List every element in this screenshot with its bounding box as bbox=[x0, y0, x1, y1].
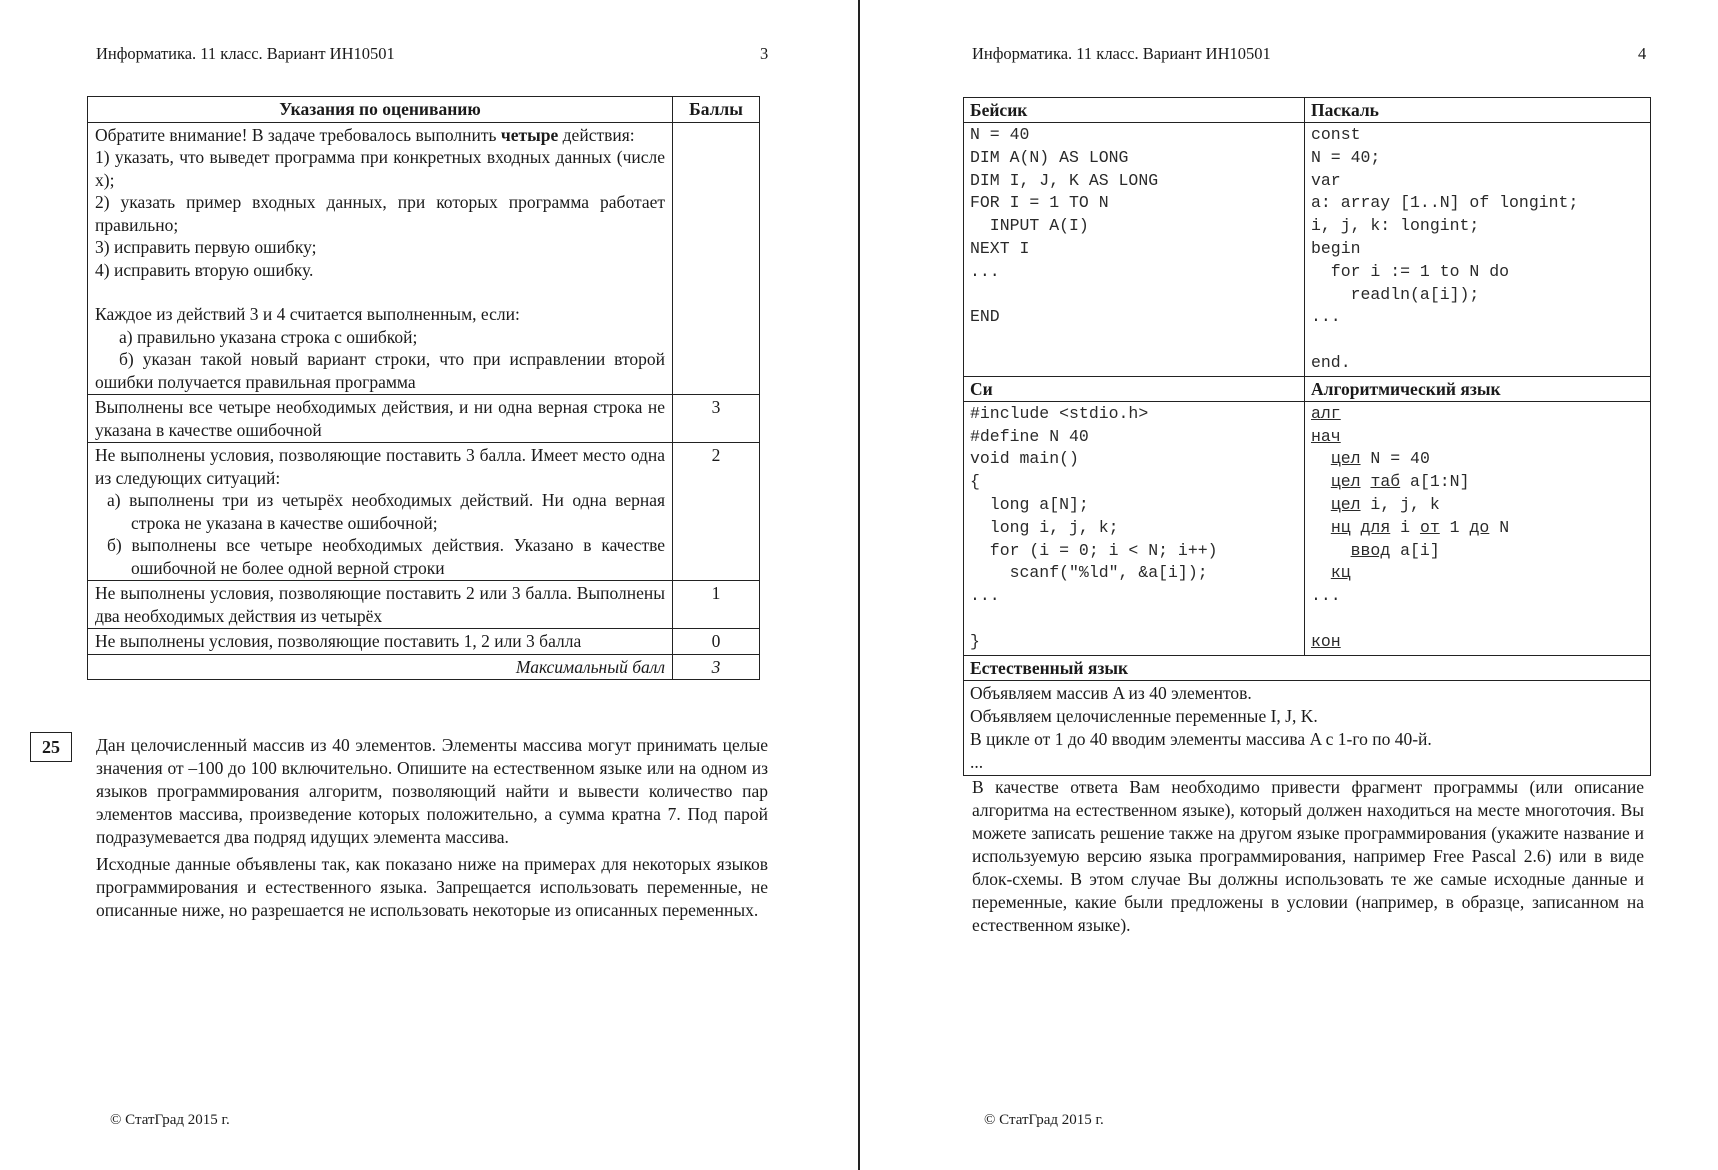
pascal-code: const N = 40; var a: array [1..N] of longint; i, j, k: longint; begin for i := 1 to N do readln(a[i]); ... end. bbox=[1311, 125, 1579, 372]
max-score-label: Максимальный балл bbox=[88, 654, 673, 680]
answer-instructions: В качестве ответа Вам необходимо привести фрагмент программы (или описание алгоритма на естественном языке), который должен находиться на месте многоточия. Вы можете записать решение также на другом языке программирования (укажите название и используемую версию языка программирования, например Free Pascal 2.6) или в виде блок-схемы. В этом случае Вы должны использовать те же самые исходные данные и переменные, какие были предложены в условии (например, в образце, записанном на естественном языке). bbox=[972, 777, 1644, 935]
task-paragraph-1: Дан целочисленный массив из 40 элементов. Элементы массива могут принимать целые значения от –100 до 100 включительно. Опишите на естественном языке или на одном из языков программирования алгоритм, позволяющий найти и вывести количество пар элементов массива, произведение которых положительно, а сумма кратна 7. Под парой подразумевается два подряд идущих элемента массива. bbox=[96, 735, 768, 847]
condition-b: б) указан такой новый вариант строки, что при исправлении второй ошибки получается правильная программа bbox=[95, 349, 666, 392]
instructions-cell bbox=[88, 122, 673, 395]
task-paragraph-2: Исходные данные объявлены так, как показано ниже на примерах для некоторых языков программирования и естественного языка. Запрещается использовать переменные, не описанные ниже, но разрешается не использовать некоторые из описанных переменных. bbox=[96, 854, 768, 920]
points-3: 3 bbox=[673, 395, 760, 443]
step-1: 1) указать, что выведет программа при конкретных входных данных (числе x); bbox=[95, 147, 666, 190]
table-row bbox=[88, 581, 760, 629]
table-row bbox=[88, 395, 760, 443]
step-3: 3) исправить первую ошибку; bbox=[95, 237, 317, 257]
page-footer: © СтатГрад 2015 г. bbox=[984, 1112, 1104, 1128]
natural-line: ... bbox=[970, 751, 984, 772]
grading-table bbox=[87, 96, 760, 680]
alg-header: Алгоритмический язык bbox=[1305, 376, 1651, 401]
each-done-text: Каждое из действий 3 и 4 считается выполненным, если: bbox=[95, 304, 520, 324]
natural-language-description bbox=[964, 680, 1651, 775]
natural-line: Объявляем целочисленные переменные I, J, K. bbox=[970, 705, 1318, 726]
table-row bbox=[88, 629, 760, 655]
criteria-1: Не выполнены условия, позволяющие поставить 2 или 3 балла. Выполнены два необходимых действия из четырёх bbox=[88, 581, 673, 629]
criteria-2: Не выполнены условия, позволяющие поставить 3 балла. Имеет место одна из следующих ситуаций: а) выполнены три из четырёх необходимых действий. Ни одна верная строка не указана в качестве ошибочной; б) выполнены все четыре необходимых действия. Указано в качестве ошибочной не более одной верной строки bbox=[88, 443, 673, 581]
alg-code: алг нач цел N = 40 цел таб a[1:N] цел i, j, k нц для i от 1 до N ввод a[i] кц ... кон bbox=[1311, 403, 1510, 651]
task-number: 25 bbox=[30, 732, 72, 762]
page-header: Информатика. 11 класс. Вариант ИН10501 bbox=[972, 44, 1271, 63]
pascal-header: Паскаль bbox=[1305, 98, 1651, 123]
c-code: #include <stdio.h> #define N 40 void main() { long a[N]; long i, j, k; for (i = 0; i < N; i++) scanf("%ld", &a[i]); ... } bbox=[970, 403, 1218, 651]
right-page bbox=[860, 0, 1718, 1170]
table-row bbox=[88, 122, 760, 395]
condition-a: а) правильно указана строка с ошибкой; bbox=[119, 326, 418, 347]
task-statement bbox=[96, 734, 768, 926]
points-2: 2 bbox=[673, 443, 760, 581]
step-2: 2) указать пример входных данных, при которых программа работает правильно; bbox=[95, 192, 666, 235]
table-row bbox=[88, 443, 760, 581]
step-4: 4) исправить вторую ошибку. bbox=[95, 259, 314, 280]
points-header: Баллы bbox=[673, 97, 760, 123]
page-number: 4 bbox=[1638, 44, 1647, 63]
basic-code: N = 40 DIM A(N) AS LONG DIM I, J, K AS LONG FOR I = 1 TO N INPUT A(I) NEXT I ... END bbox=[970, 125, 1159, 327]
criteria-2-b: б) выполнены все четыре необходимых действия. Указано в качестве ошибочной не более одной верной строки bbox=[107, 535, 666, 578]
table-row bbox=[88, 654, 760, 680]
natural-header: Естественный язык bbox=[964, 655, 1651, 680]
criteria-header: Указания по оцениванию bbox=[88, 97, 673, 123]
basic-header: Бейсик bbox=[964, 98, 1305, 123]
criteria-0: Не выполнены условия, позволяющие поставить 1, 2 или 3 балла bbox=[88, 629, 673, 655]
points-1: 1 bbox=[673, 581, 760, 629]
max-score-value: 3 bbox=[673, 654, 760, 680]
criteria-2-a: а) выполнены три из четырёх необходимых действий. Ни одна верная строка не указана в качестве ошибочной; bbox=[107, 490, 666, 533]
natural-line: В цикле от 1 до 40 вводим элементы массива A с 1-го по 40-й. bbox=[970, 728, 1432, 749]
code-table bbox=[963, 97, 1651, 776]
left-page bbox=[0, 0, 858, 1170]
points-0: 0 bbox=[673, 629, 760, 655]
page-number: 3 bbox=[760, 44, 769, 63]
c-header: Си bbox=[964, 376, 1305, 401]
natural-line: Объявляем массив A из 40 элементов. bbox=[970, 682, 1252, 703]
page-footer: © СтатГрад 2015 г. bbox=[110, 1112, 230, 1128]
criteria-3: Выполнены все четыре необходимых действия, и ни одна верная строка не указана в качестве ошибочной bbox=[88, 395, 673, 443]
page-header: Информатика. 11 класс. Вариант ИН10501 bbox=[96, 44, 395, 63]
intro-text: Обратите внимание! В задаче требовалось выполнить четыре действия: bbox=[95, 124, 635, 145]
